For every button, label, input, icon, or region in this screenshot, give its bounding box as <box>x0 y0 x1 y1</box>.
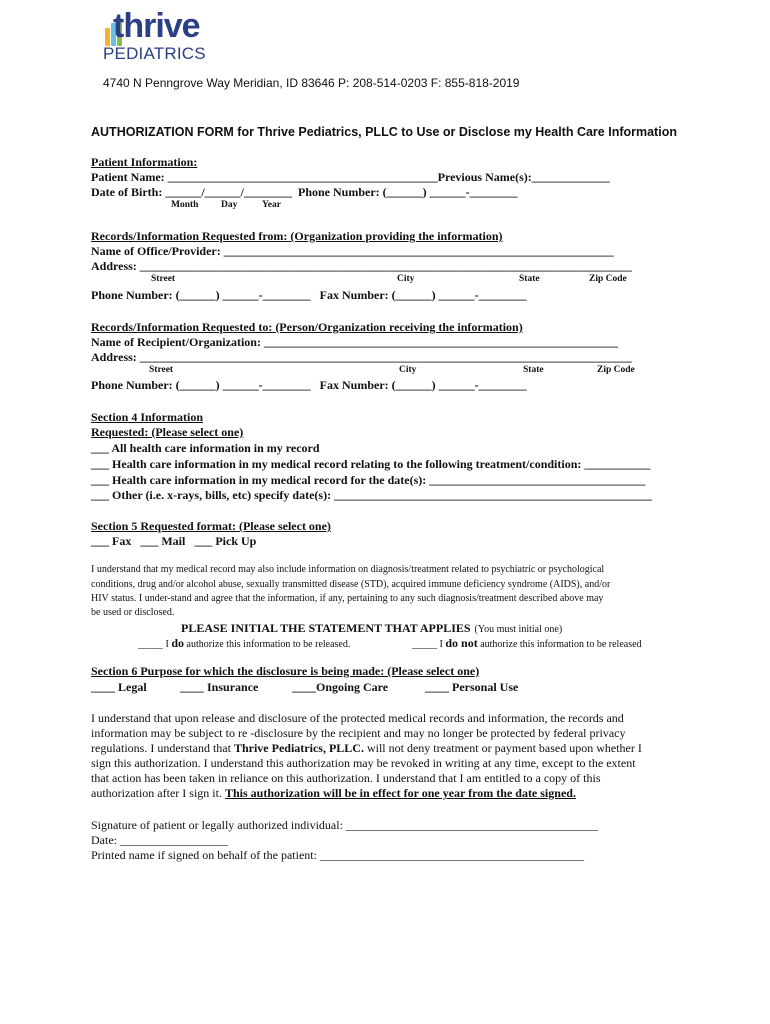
section6-heading: Section 6 Purpose for which the disclosure is being made: (Please select one) <box>91 664 480 678</box>
to-recipient-field[interactable]: Name of Recipient/Organization: ___________________________________________________________ <box>91 335 618 349</box>
logo-subtitle: PEDIATRICS <box>103 44 206 63</box>
logo-wordmark: thrive <box>113 7 200 45</box>
section4-option-other[interactable]: ___ Other (i.e. x-rays, bills, etc) specify date(s): _____________________________________________________ <box>91 488 653 502</box>
dob-year-label: Year <box>262 200 281 210</box>
section4-heading: Section 4 Information <box>91 410 203 424</box>
purpose-ongoing-care-option[interactable]: ____Ongoing Care <box>292 680 389 694</box>
section4-option-all[interactable]: ___ All health care information in my record <box>91 441 320 455</box>
purpose-personal-use-option[interactable]: ____ Personal Use <box>425 680 519 694</box>
to-city-label: City <box>399 365 417 375</box>
from-phone-fax-field[interactable]: Phone Number: (______) ______-________ Fax Number: (______) ______-________ <box>91 288 527 302</box>
to-street-label: Street <box>149 365 174 375</box>
from-city-label: City <box>397 274 415 284</box>
patient-name-field[interactable]: Patient Name: _____________________________________________Previous Name(s):_____________ <box>91 170 610 184</box>
signature-field[interactable]: Signature of patient or legally authorized individual: __________________________________________ <box>91 818 598 832</box>
requested-to-heading: Records/Information Requested to: (Person/Organization receiving the information) <box>91 320 523 334</box>
disclosure-line-3: HIV status. I under-stand and agree that the information, if any, pertaining to any such diagnosis/treatment described above may <box>91 593 604 604</box>
from-address-field[interactable]: Address: __________________________________________________________________________________ <box>91 259 632 273</box>
to-phone-fax-field[interactable]: Phone Number: (______) ______-________ Fax Number: (______) ______-________ <box>91 378 527 392</box>
initial-note: (You must initial one) <box>474 624 563 635</box>
to-zip-label: Zip Code <box>597 365 635 375</box>
requested-from-heading: Records/Information Requested from: (Organization providing the information) <box>91 229 503 243</box>
thrive-pediatrics-logo <box>103 6 215 64</box>
from-state-label: State <box>519 274 540 284</box>
clinic-address: 4740 N Penngrove Way Meridian, ID 83646 P: 208-514-0203 F: 855-818-2019 <box>103 76 520 90</box>
from-office-field[interactable]: Name of Office/Provider: _________________________________________________________________ <box>91 244 614 258</box>
section4-option-condition[interactable]: ___ Health care information in my medical record relating to the following treatment/condition: ___________ <box>91 457 651 471</box>
patient-info-heading: Patient Information: <box>91 155 198 169</box>
section4-subheading: Requested: (Please select one) <box>91 425 244 439</box>
printed-name-field[interactable]: Printed name if signed on behalf of the patient: ____________________________________________ <box>91 848 584 862</box>
dob-phone-field[interactable]: Date of Birth: ______/______/________ Phone Number: (______) ______-________ <box>91 185 518 199</box>
disclosure-line-1: I understand that my medical record may also include information on diagnosis/treatment related to psychiatric or psychological <box>91 564 605 575</box>
terms-line-6: authorization after I sign it. This authorization will be in effect for one year from the date signed. <box>91 786 576 800</box>
form-title: AUTHORIZATION FORM for Thrive Pediatrics, PLLC to Use or Disclose my Health Care Information <box>91 125 677 139</box>
purpose-insurance-option[interactable]: ____ Insurance <box>180 680 259 694</box>
disclosure-line-2: conditions, drug and/or alcohol abuse, sexually transmitted disease (STD), acquired immune deficiency syndrome (AIDS), and/or <box>91 579 611 590</box>
section5-format-options[interactable]: ___ Fax ___ Mail ___ Pick Up <box>91 534 257 548</box>
disclosure-line-4: be used or disclosed. <box>91 607 175 618</box>
terms-line-2: information may be subject to re -disclosure by the recipient and may no longer be protected by federal privacy <box>91 726 626 740</box>
section5-heading: Section 5 Requested format: (Please select one) <box>91 519 331 533</box>
terms-line-5: that action has been taken in reliance on this authorization. I understand that I am entitled to a copy of this <box>91 771 601 785</box>
from-street-label: Street <box>151 274 176 284</box>
initial-heading: PLEASE INITIAL THE STATEMENT THAT APPLIES <box>181 621 471 635</box>
to-address-field[interactable]: Address: __________________________________________________________________________________ <box>91 350 632 364</box>
authorize-do-option[interactable]: _____ I do authorize this information to be released. <box>138 636 351 650</box>
terms-line-1: I understand that upon release and disclosure of the protected medical records and information, the records and <box>91 711 624 725</box>
dob-month-label: Month <box>171 200 199 210</box>
authorize-do-not-option[interactable]: _____ I do not authorize this information to be released <box>412 636 642 650</box>
terms-line-4: sign this authorization. I understand this authorization may be revoked in writing at any time, except to the extent <box>91 756 636 770</box>
purpose-legal-option[interactable]: ____ Legal <box>91 680 147 694</box>
date-field[interactable]: Date: __________________ <box>91 833 228 847</box>
to-state-label: State <box>523 365 544 375</box>
dob-day-label: Day <box>221 200 238 210</box>
section4-option-dates[interactable]: ___ Health care information in my medical record for the date(s): ____________________________________ <box>91 473 646 487</box>
from-zip-label: Zip Code <box>589 274 627 284</box>
terms-line-3: regulations. I understand that Thrive Pediatrics, PLLC. will not deny treatment or payment based upon whether I <box>91 741 642 755</box>
